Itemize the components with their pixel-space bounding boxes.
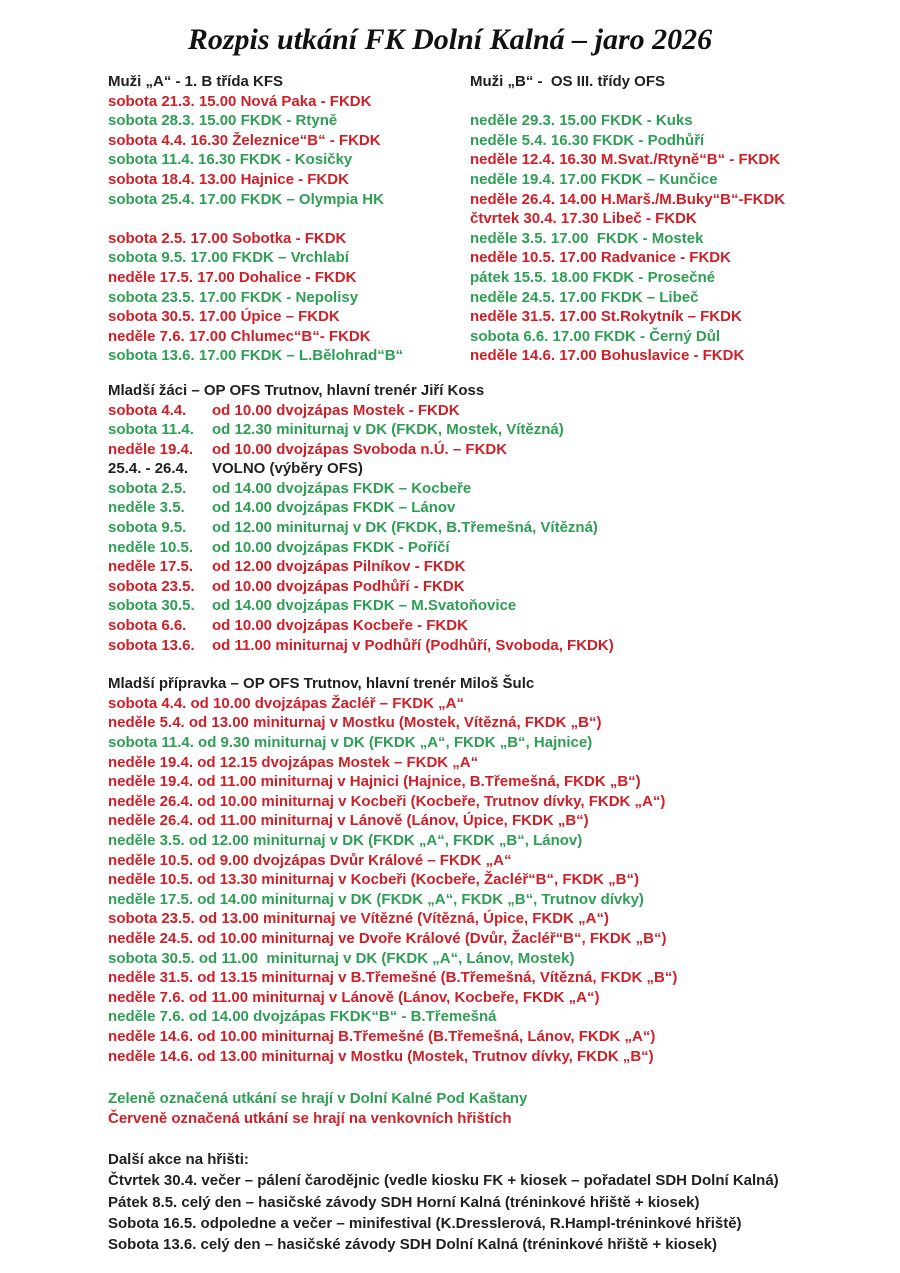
match-row bbox=[108, 111, 470, 131]
event-row: Sobota 13.6. celý den – hasičské závody SDH Dolní Kalná (tréninkové hřiště + kiosek) bbox=[108, 1236, 717, 1254]
match-row bbox=[108, 92, 470, 112]
match-row bbox=[108, 1047, 900, 1067]
match-row bbox=[470, 346, 900, 366]
match-text: neděle 19.4. od 12.15 dvojzápas Mostek – FKDK „A“ bbox=[108, 753, 479, 771]
match-text: neděle 7.6. od 14.00 dvojzápas FKDK“B“ - B.Třemešná bbox=[108, 1008, 497, 1026]
match-text: sobota 4.4. 16.30 Železnice“B“ - FKDK bbox=[108, 131, 381, 149]
match-row bbox=[108, 459, 900, 479]
match-text: neděle 31.5. od 13.15 miniturnaj v B.Třemešné (B.Třemešná, Vítězná, FKDK „B“) bbox=[108, 969, 678, 987]
page-title: Rozpis utkání FK Dolní Kalná – jaro 2026 bbox=[187, 23, 713, 56]
match-date: neděle 10.5. bbox=[108, 538, 194, 556]
match-row bbox=[470, 209, 900, 229]
match-row bbox=[108, 170, 470, 190]
match-text: neděle 12.4. 16.30 M.Svat./Rtyně“B“ - FKDK bbox=[470, 151, 781, 169]
match-row bbox=[108, 288, 470, 308]
match-row bbox=[108, 150, 470, 170]
match-text: neděle 17.5. 17.00 Dohalice - FKDK bbox=[108, 268, 357, 286]
match-text: neděle 19.4. od 11.00 miniturnaj v Hajnici (Hajnice, B.Třemešná, FKDK „B“) bbox=[108, 773, 641, 791]
match-row bbox=[108, 229, 470, 249]
match-row bbox=[108, 518, 900, 538]
match-row bbox=[108, 929, 900, 949]
match-text: neděle 7.6. 17.00 Chlumec“B“- FKDK bbox=[108, 327, 371, 345]
match-date: sobota 23.5. bbox=[108, 577, 195, 595]
match-row bbox=[470, 229, 900, 249]
match-row bbox=[470, 327, 900, 347]
events-header: Další akce na hřišti: bbox=[108, 1151, 249, 1169]
match-text: sobota 21.3. 15.00 Nová Paka - FKDK bbox=[108, 92, 372, 110]
youth-header: Mladší žáci – OP OFS Trutnov, hlavní trenér Jiří Koss bbox=[108, 381, 485, 399]
match-row bbox=[108, 694, 900, 714]
men-b-header: Muži „B“ - OS III. třídy OFS bbox=[470, 73, 666, 90]
match-text: od 12.00 dvojzápas Pilníkov - FKDK bbox=[212, 558, 466, 576]
match-text: od 14.00 dvojzápas FKDK – Lánov bbox=[212, 499, 456, 517]
match-text: sobota 25.4. 17.00 FKDK – Olympia HK bbox=[108, 190, 384, 208]
match-row bbox=[108, 772, 900, 792]
match-text: VOLNO (výběry OFS) bbox=[212, 460, 363, 478]
match-date: neděle 3.5. bbox=[108, 499, 185, 517]
match-text: od 12.00 miniturnaj v DK (FKDK, B.Třemešná, Vítězná) bbox=[212, 519, 598, 537]
match-row bbox=[470, 190, 900, 210]
match-row bbox=[470, 170, 900, 190]
men-a-column bbox=[108, 72, 470, 366]
match-row bbox=[470, 268, 900, 288]
match-date: neděle 19.4. bbox=[108, 440, 194, 458]
match-row bbox=[108, 401, 900, 421]
match-row bbox=[108, 577, 900, 597]
prep-header: Mladší přípravka – OP OFS Trutnov, hlavní trenér Miloš Šulc bbox=[108, 675, 535, 693]
men-b-rows bbox=[470, 92, 900, 366]
men-b-column bbox=[470, 72, 900, 366]
event-row: Čtvrtek 30.4. večer – pálení čarodějnic (vedle kiosku FK + kiosek – pořadatel SDH Dolní Kalná) bbox=[108, 1172, 779, 1190]
match-row bbox=[108, 909, 900, 929]
match-row bbox=[108, 268, 470, 288]
match-date: sobota 30.5. bbox=[108, 597, 195, 615]
event-row: Pátek 8.5. celý den – hasičské závody SDH Horní Kalná (tréninkové hřiště + kiosek) bbox=[108, 1193, 700, 1211]
match-text: sobota 4.4. od 10.00 dvojzápas Žacléř – FKDK „A“ bbox=[108, 694, 464, 712]
match-row bbox=[108, 851, 900, 871]
match-text: neděle 24.5. 17.00 FKDK – Libeč bbox=[470, 288, 699, 306]
match-text: sobota 9.5. 17.00 FKDK – Vrchlabí bbox=[108, 249, 349, 267]
match-row bbox=[108, 538, 900, 558]
match-row bbox=[108, 1027, 900, 1047]
match-text: neděle 3.5. 17.00 FKDK - Mostek bbox=[470, 229, 704, 247]
match-text: neděle 3.5. od 12.00 miniturnaj v DK (FKDK „A“, FKDK „B“, Lánov) bbox=[108, 831, 583, 849]
match-row bbox=[108, 557, 900, 577]
match-date: sobota 13.6. bbox=[108, 636, 195, 654]
match-text: neděle 26.4. od 11.00 miniturnaj v Lánově (Lánov, Úpice, FKDK „B“) bbox=[108, 812, 589, 830]
legend-green-note: Zeleně označená utkání se hrají v Dolní Kalné Pod Kaštany bbox=[108, 1090, 528, 1108]
match-text: od 10.00 dvojzápas Mostek - FKDK bbox=[212, 401, 460, 419]
match-row bbox=[108, 596, 900, 616]
events-section bbox=[108, 1149, 900, 1255]
match-row bbox=[108, 131, 470, 151]
match-text: pátek 15.5. 18.00 FKDK - Prosečné bbox=[470, 268, 716, 286]
match-row bbox=[108, 733, 900, 753]
match-text: neděle 5.4. 16.30 FKDK - Podhůří bbox=[470, 131, 705, 149]
match-row bbox=[470, 92, 900, 112]
match-date: 25.4. - 26.4. bbox=[108, 460, 189, 478]
match-text: neděle 7.6. od 11.00 miniturnaj v Lánově (Lánov, Kocbeře, FKDK „A“) bbox=[108, 988, 600, 1006]
match-text: sobota 23.5. 17.00 FKDK - Nepolisy bbox=[108, 288, 359, 306]
match-date: sobota 4.4. bbox=[108, 401, 187, 419]
match-text: od 10.00 dvojzápas FKDK - Poříčí bbox=[212, 538, 450, 556]
match-text: neděle 14.6. 17.00 Bohuslavice - FKDK bbox=[470, 347, 745, 365]
match-row bbox=[470, 131, 900, 151]
match-row bbox=[108, 792, 900, 812]
match-text: neděle 10.5. 17.00 Radvanice - FKDK bbox=[470, 249, 731, 267]
match-date: sobota 9.5. bbox=[108, 519, 187, 537]
match-text: od 10.00 dvojzápas Svoboda n.Ú. – FKDK bbox=[212, 440, 508, 458]
match-row bbox=[108, 870, 900, 890]
match-text: sobota 6.6. 17.00 FKDK - Černý Důl bbox=[470, 327, 721, 345]
match-text: od 14.00 dvojzápas FKDK – Kocbeře bbox=[212, 479, 472, 497]
match-row bbox=[108, 949, 900, 969]
match-row bbox=[108, 420, 900, 440]
match-text: sobota 28.3. 15.00 FKDK - Rtyně bbox=[108, 112, 338, 130]
prep-section bbox=[108, 674, 900, 1066]
match-text: neděle 14.6. od 10.00 miniturnaj B.Třemešné (B.Třemešná, Lánov, FKDK „A“) bbox=[108, 1027, 656, 1045]
match-text: neděle 29.3. 15.00 FKDK - Kuks bbox=[470, 112, 693, 130]
match-text: od 14.00 dvojzápas FKDK – M.Svatoňovice bbox=[212, 597, 517, 615]
men-a-header: Muži „A“ - 1. B třída KFS bbox=[108, 73, 284, 90]
match-row bbox=[108, 1007, 900, 1027]
match-text: od 10.00 dvojzápas Kocbeře - FKDK bbox=[212, 617, 468, 635]
match-text: sobota 13.6. 17.00 FKDK – L.Bělohrad“B“ bbox=[108, 347, 404, 365]
match-text: neděle 24.5. od 10.00 miniturnaj ve Dvoře Králové (Dvůr, Žacléř“B“, FKDK „B“) bbox=[108, 929, 667, 947]
match-row bbox=[108, 616, 900, 636]
match-text: sobota 11.4. od 9.30 miniturnaj v DK (FKDK „A“, FKDK „B“, Hajnice) bbox=[108, 734, 593, 751]
match-row bbox=[108, 636, 900, 656]
match-text: sobota 2.5. 17.00 Sobotka - FKDK bbox=[108, 229, 347, 247]
match-date: neděle 17.5. bbox=[108, 558, 194, 576]
match-text: neděle 19.4. 17.00 FKDK – Kunčice bbox=[470, 170, 718, 188]
match-row bbox=[108, 479, 900, 499]
match-date: sobota 11.4. bbox=[108, 421, 194, 439]
match-text: neděle 14.6. od 13.00 miniturnaj v Mostku (Mostek, Trutnov dívky, FKDK „B“) bbox=[108, 1047, 654, 1065]
match-text: od 12.30 miniturnaj v DK (FKDK, Mostek, Vítězná) bbox=[212, 421, 564, 439]
match-text: od 11.00 miniturnaj v Podhůří (Podhůří, Svoboda, FKDK) bbox=[212, 636, 614, 654]
match-row bbox=[108, 890, 900, 910]
event-row: Sobota 16.5. odpoledne a večer – minifestival (K.Dresslerová, R.Hampl-tréninkové hřiště) bbox=[108, 1214, 742, 1232]
match-row bbox=[108, 190, 470, 210]
youth-section bbox=[108, 381, 900, 655]
match-row bbox=[470, 288, 900, 308]
match-text: neděle 10.5. od 13.30 miniturnaj v Kocbeři (Kocbeře, Žacléř“B“, FKDK „B“) bbox=[108, 871, 639, 889]
match-row bbox=[108, 811, 900, 831]
match-row bbox=[470, 150, 900, 170]
match-text: sobota 18.4. 13.00 Hajnice - FKDK bbox=[108, 170, 349, 188]
match-text: neděle 31.5. 17.00 St.Rokytník – FKDK bbox=[470, 308, 742, 326]
match-row bbox=[108, 753, 900, 773]
match-text: sobota 30.5. 17.00 Úpice – FKDK bbox=[108, 308, 340, 326]
match-row bbox=[108, 498, 900, 518]
match-row bbox=[108, 307, 470, 327]
match-text: sobota 30.5. od 11.00 miniturnaj v DK (FKDK „A“, Lánov, Mostek) bbox=[108, 949, 575, 967]
match-text: neděle 17.5. od 14.00 miniturnaj v DK (FKDK „A“, FKDK „B“, Trutnov dívky) bbox=[108, 890, 644, 908]
match-text: neděle 26.4. 14.00 H.Marš./M.Buky“B“-FKDK bbox=[470, 190, 786, 208]
match-row bbox=[470, 111, 900, 131]
match-row bbox=[108, 968, 900, 988]
men-a-rows bbox=[108, 92, 470, 366]
match-text: neděle 10.5. od 9.00 dvojzápas Dvůr Králové – FKDK „A“ bbox=[108, 851, 512, 869]
legend-section bbox=[108, 1089, 900, 1128]
prep-rows bbox=[108, 694, 900, 1066]
events-rows bbox=[108, 1170, 900, 1255]
match-text: neděle 26.4. od 10.00 miniturnaj v Kocbeři (Kocbeře, Trutnov dívky, FKDK „A“) bbox=[108, 792, 666, 810]
match-date: sobota 2.5. bbox=[108, 479, 187, 497]
match-row bbox=[108, 248, 470, 268]
match-row bbox=[108, 209, 470, 229]
match-row bbox=[108, 440, 900, 460]
legend-red-note: Červeně označená utkání se hrají na venkovních hřištích bbox=[108, 1109, 512, 1127]
match-row bbox=[470, 307, 900, 327]
match-row bbox=[470, 248, 900, 268]
match-row bbox=[108, 713, 900, 733]
match-text: sobota 11.4. 16.30 FKDK - Kosičky bbox=[108, 151, 353, 169]
men-section bbox=[108, 72, 900, 366]
match-row bbox=[108, 831, 900, 851]
match-row bbox=[108, 327, 470, 347]
youth-rows bbox=[108, 401, 900, 656]
match-text: čtvrtek 30.4. 17.30 Libeč - FKDK bbox=[470, 210, 697, 228]
match-row bbox=[108, 346, 470, 366]
match-row bbox=[108, 988, 900, 1008]
match-text: sobota 23.5. od 13.00 miniturnaj ve Vítězné (Vítězná, Úpice, FKDK „A“) bbox=[108, 910, 609, 928]
match-text: neděle 5.4. od 13.00 miniturnaj v Mostku (Mostek, Vítězná, FKDK „B“) bbox=[108, 714, 602, 732]
match-text: od 10.00 dvojzápas Podhůří - FKDK bbox=[212, 577, 465, 595]
match-date: sobota 6.6. bbox=[108, 617, 187, 635]
